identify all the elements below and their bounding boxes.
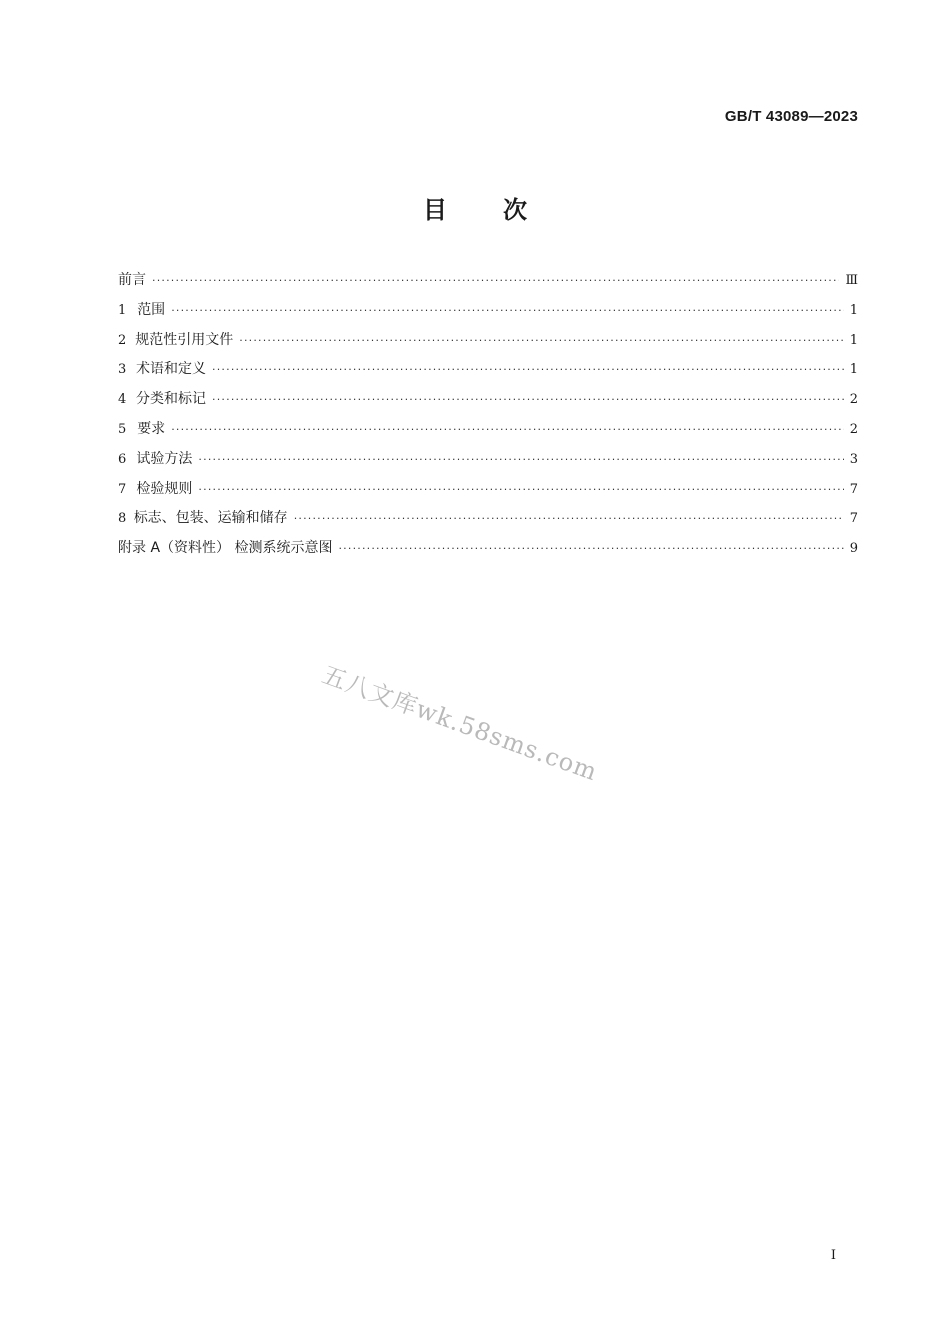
toc-entry-page: 3 — [849, 451, 858, 467]
toc-entry-label: 规范性引用文件 — [135, 331, 234, 348]
toc-entry-number: 4 — [118, 392, 127, 408]
toc-entry-page: 7 — [849, 481, 858, 497]
watermark-text: 五八文库wk.58sms.com — [318, 660, 602, 787]
toc-entry-page: 9 — [849, 541, 858, 557]
toc-leader-dots — [294, 509, 844, 529]
toc-entry-annex-a[interactable] — [118, 538, 858, 568]
toc-entry-foreword[interactable] — [118, 270, 858, 300]
toc-leader-dots — [198, 480, 843, 500]
toc-entry-number: 7 — [118, 481, 127, 497]
toc-entry-page: Ⅲ — [845, 273, 858, 288]
toc-entry-number: 3 — [118, 362, 127, 378]
toc-title — [0, 190, 950, 225]
toc-title-char-2: 次 — [503, 196, 527, 224]
toc-entry-inspection-rules[interactable] — [118, 479, 858, 509]
toc-entry-label: 标志、包装、运输和储存 — [133, 510, 288, 527]
toc-entry-label: 要求 — [137, 420, 166, 437]
toc-entry-label: 试验方法 — [136, 450, 193, 467]
toc-title-char-1: 目 — [423, 196, 447, 224]
toc-entry-scope[interactable] — [118, 300, 858, 330]
toc-entry-page: 2 — [849, 421, 858, 437]
toc-entry-label: 范围 — [137, 301, 166, 318]
toc-leader-dots — [338, 539, 843, 559]
toc-entry-page: 1 — [849, 332, 858, 348]
toc-leader-dots — [239, 331, 843, 351]
toc-entry-normative-references[interactable] — [118, 330, 858, 360]
toc-entry-test-methods[interactable] — [118, 449, 858, 479]
toc-entry-label: 检验规则 — [136, 480, 193, 497]
toc-entry-label: 前言 — [118, 272, 146, 288]
toc-entry-marking-packaging[interactable] — [118, 508, 858, 538]
toc-leader-dots — [212, 390, 844, 410]
toc-entry-label: 分类和标记 — [136, 391, 207, 408]
toc-leader-dots — [198, 450, 843, 470]
toc-entry-page: 2 — [849, 392, 858, 408]
toc-entry-classification-marking[interactable] — [118, 389, 858, 419]
toc-leader-dots — [171, 301, 844, 321]
toc-entry-requirements[interactable] — [118, 419, 858, 449]
document-code: GB/T 43089—2023 — [724, 108, 858, 125]
toc-leader-dots — [152, 271, 839, 291]
toc-entry-terms-definitions[interactable] — [118, 359, 858, 389]
toc-entry-page: 1 — [849, 362, 858, 378]
toc-leader-dots — [171, 420, 844, 440]
toc-entry-number: 1 — [118, 302, 127, 318]
toc-entry-number: 5 — [118, 421, 127, 437]
toc-entry-page: 1 — [849, 302, 858, 318]
toc-entry-number: 2 — [118, 332, 127, 348]
toc-entry-label: 术语和定义 — [136, 361, 207, 378]
toc-entry-page: 7 — [849, 511, 858, 527]
table-of-contents — [118, 270, 858, 568]
toc-entry-label: 附录 A（资料性） 检测系统示意图 — [118, 540, 333, 557]
page-number: I — [830, 1248, 836, 1263]
toc-entry-number: 8 — [118, 511, 127, 527]
toc-entry-number: 6 — [118, 451, 127, 467]
toc-leader-dots — [212, 360, 844, 380]
